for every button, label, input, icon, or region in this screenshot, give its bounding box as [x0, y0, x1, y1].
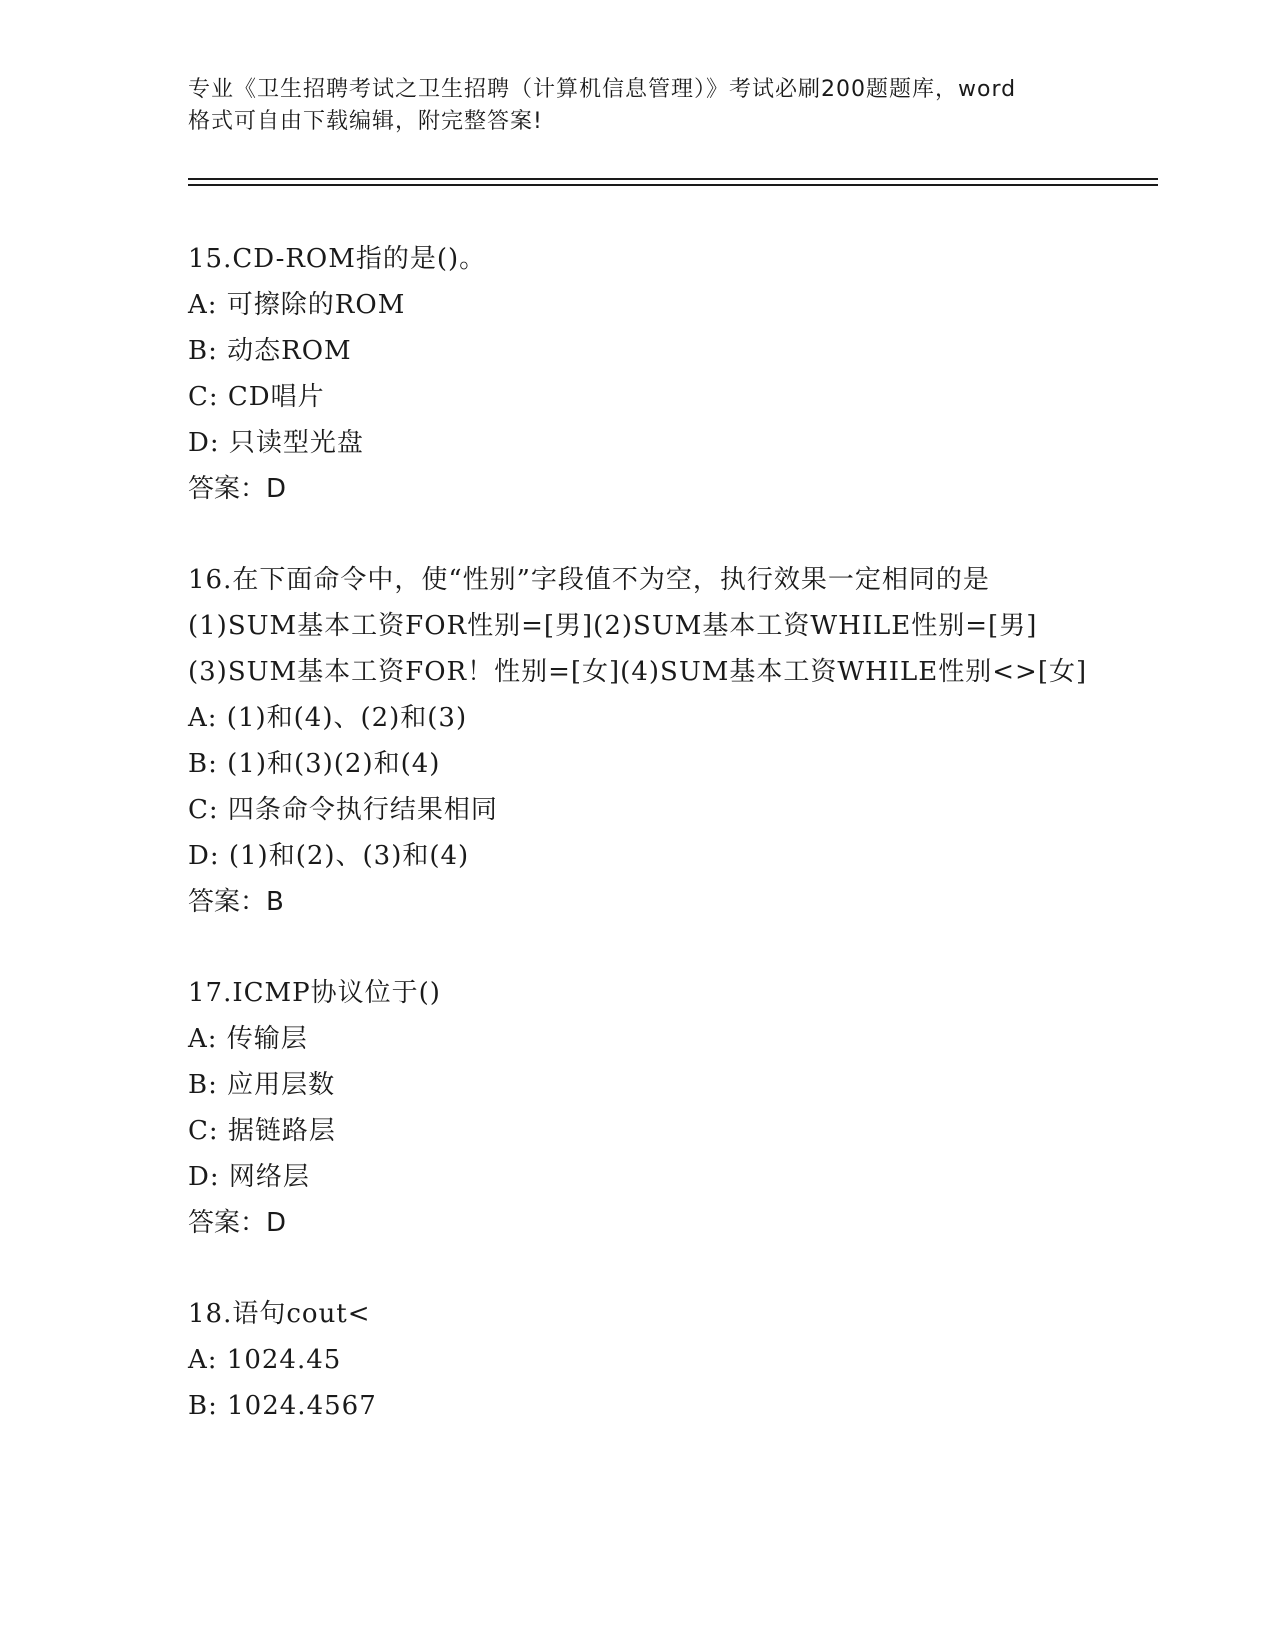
- option-d: D: (1)和(2)、(3)和(4): [188, 841, 470, 871]
- header-divider-bottom: [188, 184, 1158, 186]
- option-a: A: (1)和(4)、(2)和(3): [188, 703, 468, 733]
- option-b: B: (1)和(3)(2)和(4): [188, 749, 441, 779]
- question-18: [188, 1291, 1088, 1429]
- header-divider-top: [188, 178, 1158, 180]
- option-b: B: 应用层数: [188, 1070, 336, 1100]
- question-stem: 15.CD-ROM指的是()。: [188, 244, 487, 274]
- option-a: A: 1024.45: [188, 1345, 342, 1375]
- document-header: [188, 74, 1088, 138]
- answer-text: 答案：D: [188, 474, 287, 504]
- option-d: D: 网络层: [188, 1162, 310, 1192]
- question-stem: 17.ICMP协议位于(): [188, 978, 441, 1008]
- option-a: A: 传输层: [188, 1024, 308, 1054]
- option-c: C: CD唱片: [188, 382, 325, 412]
- answer-text: 答案：D: [188, 1208, 287, 1238]
- question-stem: 16.在下面命令中，使“性别”字段值不为空，执行效果一定相同的是(1)SUM基本工资FOR性别=[男](2)SUM基本工资WHILE性别=[男](3)SUM基本工资FOR！性别=[女](4)SUM基本工资WHILE性别<>[女]: [188, 565, 1088, 687]
- option-b: B: 1024.4567: [188, 1391, 377, 1421]
- question-16: [188, 557, 1088, 925]
- question-17: [188, 970, 1088, 1246]
- answer-text: 答案：B: [188, 887, 284, 917]
- option-c: C: 四条命令执行结果相同: [188, 795, 498, 825]
- option-d: D: 只读型光盘: [188, 428, 364, 458]
- option-b: B: 动态ROM: [188, 336, 352, 366]
- question-list: [188, 236, 1088, 1474]
- question-15: [188, 236, 1088, 512]
- option-c: C: 据链路层: [188, 1116, 336, 1146]
- header-line-2: 格式可自由下载编辑，附完整答案!: [188, 109, 543, 134]
- option-a: A: 可擦除的ROM: [188, 290, 406, 320]
- question-stem: 18.语句cout<: [188, 1299, 371, 1329]
- header-line-1: 专业《卫生招聘考试之卫生招聘（计算机信息管理）》考试必刷200题题库，word: [188, 77, 1017, 102]
